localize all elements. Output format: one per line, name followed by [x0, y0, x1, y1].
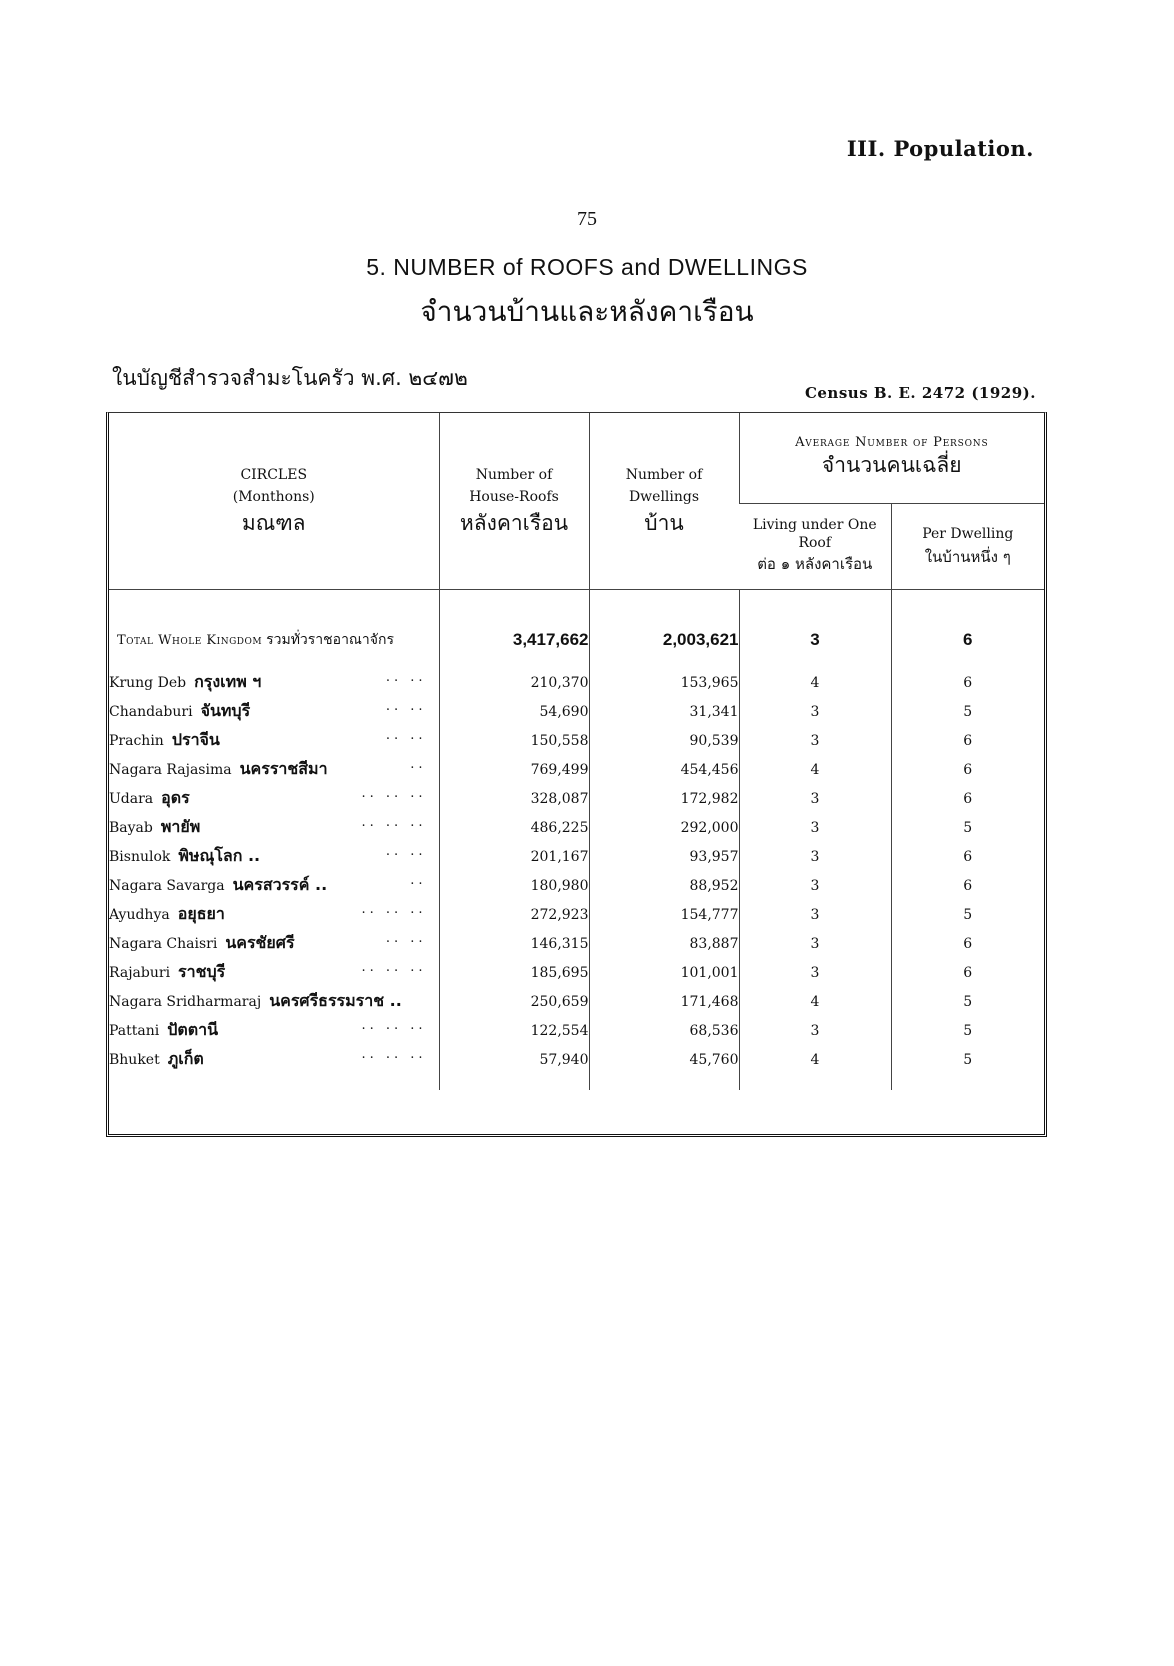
per-roof-cell: 3 [739, 1016, 891, 1045]
circles-header-en: CIRCLES [240, 467, 308, 483]
per-roof-cell: 3 [739, 929, 891, 958]
per-dwelling-cell: 6 [891, 842, 1044, 871]
roofs-cell: 57,940 [439, 1045, 589, 1074]
per-dwelling-header-th: ในบ้านหนึ่ง ๆ [924, 548, 1011, 567]
circles-header-th: มณฑล [241, 511, 306, 535]
circle-name-th: ภูเก็ต [167, 1049, 204, 1068]
table-row [109, 929, 1044, 958]
per-dwelling-cell: 6 [891, 755, 1044, 784]
per-roof-cell: 3 [739, 900, 891, 929]
table-row [109, 697, 1044, 726]
per-dwelling-cell: 5 [891, 1045, 1044, 1074]
table-row [109, 871, 1044, 900]
roofs-cell: 210,370 [439, 668, 589, 697]
table-row [109, 1016, 1044, 1045]
column-header-roofs [439, 413, 589, 590]
per-roof-cell: 3 [739, 726, 891, 755]
page-number: 75 [577, 208, 597, 230]
circle-name-en: Nagara Savarga [109, 878, 225, 894]
per-dwelling-cell: 5 [891, 697, 1044, 726]
table-row [109, 987, 1044, 1016]
circle-name-en: Nagara Chaisri [109, 936, 218, 952]
leader-dots: .. .. .. [361, 902, 427, 917]
table-row [109, 668, 1044, 697]
circle-name [109, 813, 439, 842]
per-roof-cell: 3 [739, 842, 891, 871]
circle-name-th: พิษณุโลก .. [178, 846, 261, 865]
roofs-cell: 54,690 [439, 697, 589, 726]
circle-name-en: Pattani [109, 1023, 160, 1039]
circle-name-en: Chandaburi [109, 704, 193, 720]
circle-name [109, 784, 439, 813]
leader-dots: .. [410, 873, 427, 888]
leader-dots: .. .. [385, 844, 427, 859]
roofs-cell: 250,659 [439, 987, 589, 1016]
table-row [109, 1045, 1044, 1074]
dwellings-cell: 68,536 [589, 1016, 739, 1045]
table-row [109, 900, 1044, 929]
leader-dots: .. .. [385, 931, 427, 946]
circle-name-th: นครราชสีมา [239, 759, 328, 778]
total-label [109, 612, 439, 668]
per-dwelling-cell: 5 [891, 900, 1044, 929]
per-roof-cell: 4 [739, 987, 891, 1016]
roofs-cell: 122,554 [439, 1016, 589, 1045]
dwellings-cell: 292,000 [589, 813, 739, 842]
dwellings-cell: 154,777 [589, 900, 739, 929]
dwellings-cell: 101,001 [589, 958, 739, 987]
column-header-per-dwelling [891, 503, 1044, 589]
column-header-average [739, 413, 1044, 503]
circle-name-en: Rajaburi [109, 965, 171, 981]
leader-dots: .. .. .. [361, 786, 427, 801]
dwellings-cell: 171,468 [589, 987, 739, 1016]
per-dwelling-cell: 5 [891, 813, 1044, 842]
circle-name-en: Prachin [109, 733, 164, 749]
per-roof-cell: 3 [739, 958, 891, 987]
circle-name-en: Ayudhya [109, 907, 170, 923]
roofs-cell: 486,225 [439, 813, 589, 842]
circle-name-th: พายัพ [160, 817, 201, 836]
table-row [109, 958, 1044, 987]
leader-dots: .. .. [385, 728, 427, 743]
circle-name-th: ปัตตานี [167, 1020, 219, 1039]
per-dwelling-cell: 6 [891, 929, 1044, 958]
circle-name [109, 668, 439, 697]
circle-name [109, 697, 439, 726]
dwellings-cell: 153,965 [589, 668, 739, 697]
circle-name [109, 900, 439, 929]
per-dwelling-cell: 5 [891, 1016, 1044, 1045]
table-row [109, 842, 1044, 871]
total-per-dwelling: 6 [891, 612, 1044, 668]
circle-name [109, 1045, 439, 1074]
census-table [109, 413, 1044, 1090]
per-roof-cell: 4 [739, 755, 891, 784]
total-roofs: 3,417,662 [439, 612, 589, 668]
per-roof-cell: 3 [739, 784, 891, 813]
table-title-english: 5. NUMBER of ROOFS and DWELLINGS [366, 254, 808, 280]
table-row [109, 813, 1044, 842]
dwellings-cell: 172,982 [589, 784, 739, 813]
circle-name [109, 958, 439, 987]
leader-dots: .. .. [385, 699, 427, 714]
roofs-header-en1: Number of [475, 467, 553, 483]
roofs-header-th: หลังคาเรือน [459, 511, 569, 535]
total-per-roof: 3 [739, 612, 891, 668]
circle-name-th: นครศรีธรรมราช .. [269, 991, 402, 1010]
dwellings-cell: 454,456 [589, 755, 739, 784]
circle-name-th: จันทบุรี [200, 701, 251, 720]
per-dwelling-header-en: Per Dwelling [922, 526, 1014, 543]
circle-name-en: Nagara Sridharmaraj [109, 994, 262, 1010]
total-label-th: รวมทั่วราชอาณาจักร [266, 632, 394, 648]
circle-name [109, 929, 439, 958]
dwellings-cell: 31,341 [589, 697, 739, 726]
leader-dots: .. .. .. [361, 1047, 427, 1062]
leader-dots: .. .. .. [361, 960, 427, 975]
table-body [109, 590, 1044, 1091]
circle-name-th: นครชัยศรี [225, 933, 295, 952]
per-roof-cell: 3 [739, 871, 891, 900]
circle-name-en: Bisnulok [109, 849, 171, 865]
roofs-header-en2: House-Roofs [469, 489, 559, 505]
circle-name [109, 1016, 439, 1045]
per-roof-cell: 4 [739, 668, 891, 697]
dwellings-cell: 88,952 [589, 871, 739, 900]
circle-name [109, 842, 439, 871]
circles-header-sub: (Monthons) [232, 489, 315, 505]
per-roof-cell: 3 [739, 813, 891, 842]
circle-name-th: ปราจีน [171, 730, 220, 749]
roofs-cell: 272,923 [439, 900, 589, 929]
circle-name [109, 755, 439, 784]
circle-name-en: Nagara Rajasima [109, 762, 232, 778]
dwellings-cell: 90,539 [589, 726, 739, 755]
column-header-dwellings [589, 413, 739, 590]
average-header-th: จำนวนคนเฉลี่ย [821, 453, 962, 478]
per-roof-cell: 3 [739, 697, 891, 726]
dwellings-cell: 83,887 [589, 929, 739, 958]
circle-name [109, 987, 439, 1016]
per-dwelling-cell: 6 [891, 784, 1044, 813]
per-dwelling-cell: 5 [891, 987, 1044, 1016]
per-dwelling-cell: 6 [891, 871, 1044, 900]
dwellings-cell: 93,957 [589, 842, 739, 871]
census-table-frame [106, 412, 1047, 1137]
circle-name-th: ราชบุรี [178, 962, 226, 981]
dwellings-header-th: บ้าน [644, 511, 684, 535]
circle-name-th: อยุธยา [177, 904, 225, 923]
roofs-cell: 769,499 [439, 755, 589, 784]
table-row [109, 755, 1044, 784]
circle-name-th: อุดร [161, 788, 190, 807]
circle-name-en: Krung Deb [109, 675, 187, 691]
circle-name-th: นครสวรรค์ .. [232, 875, 328, 894]
roofs-cell: 201,167 [439, 842, 589, 871]
total-row [109, 612, 1044, 668]
roofs-cell: 180,980 [439, 871, 589, 900]
roofs-cell: 328,087 [439, 784, 589, 813]
column-header-per-roof [739, 503, 891, 589]
average-header-en: Average Number of Persons [795, 435, 989, 451]
circle-name [109, 726, 439, 755]
roofs-cell: 150,558 [439, 726, 589, 755]
roofs-cell: 185,695 [439, 958, 589, 987]
total-dwellings: 2,003,621 [589, 612, 739, 668]
column-header-circles [109, 413, 439, 590]
leader-dots: .. .. .. [361, 815, 427, 830]
circle-name [109, 871, 439, 900]
leader-dots: .. [410, 757, 427, 772]
per-roof-header-th: ต่อ ๑ หลังคาเรือน [757, 555, 873, 574]
total-label-en: Total Whole Kingdom [117, 633, 263, 648]
census-label-thai: ในบัญชีสำรวจสำมะโนครัว พ.ศ. ๒๔๗๒ [112, 366, 468, 390]
circle-name-th: กรุงเทพ ฯ [194, 672, 262, 691]
spacer-row [109, 590, 1044, 613]
circle-name-en: Bayab [109, 820, 153, 836]
per-roof-cell: 4 [739, 1045, 891, 1074]
bottom-padding-row [109, 1074, 1044, 1090]
dwellings-header-en1: Number of [625, 467, 703, 483]
dwellings-cell: 45,760 [589, 1045, 739, 1074]
per-roof-header-en: Living under One Roof [752, 517, 877, 552]
per-dwelling-cell: 6 [891, 958, 1044, 987]
per-dwelling-cell: 6 [891, 668, 1044, 697]
leader-dots: .. .. [385, 670, 427, 685]
census-label-english: Census B. E. 2472 (1929). [804, 384, 1036, 402]
per-dwelling-cell: 6 [891, 726, 1044, 755]
circle-name-en: Bhuket [109, 1052, 160, 1068]
leader-dots: .. .. .. [361, 1018, 427, 1033]
table-title-thai: จำนวนบ้านและหลังคาเรือน [420, 295, 754, 328]
table-row [109, 726, 1044, 755]
circle-name-en: Udara [109, 791, 154, 807]
dwellings-header-en2: Dwellings [628, 489, 700, 505]
roofs-cell: 146,315 [439, 929, 589, 958]
table-row [109, 784, 1044, 813]
section-heading: III. Population. [846, 136, 1034, 161]
